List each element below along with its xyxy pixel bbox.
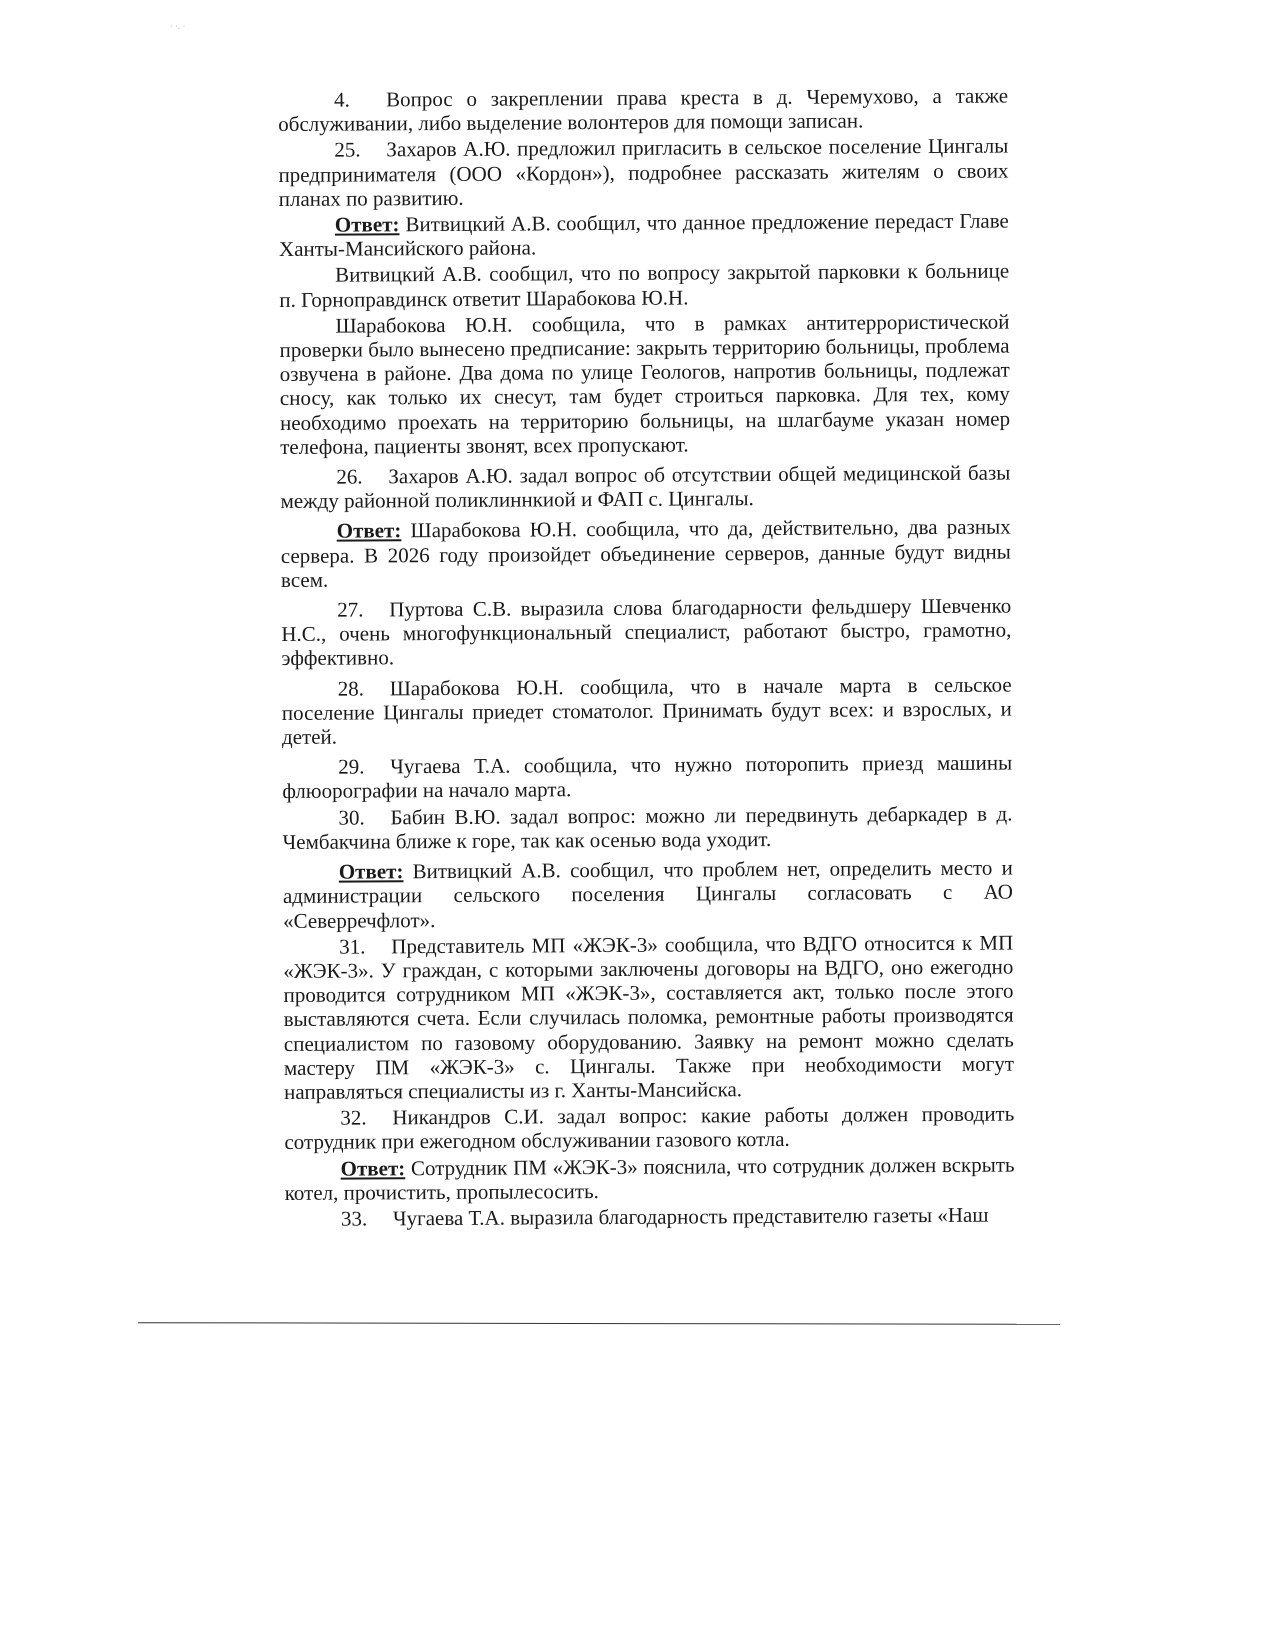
item-number: 26.	[336, 464, 363, 489]
paragraph-text: Шарабокова Ю.Н. сообщила, что в рамках антитеррористической проверки было вынесено предписание: закрыть территорию больницы, проблема озвучена в районе. Два дома по улице Геологов, напротив больницы, подлежат сносу, как только их снесут, там будет строиться парковка. Для тех, кому необходимо проехать на территорию больницы, на шлагбауме указан номер телефона, пациенты звонят, всех пропускают.	[279, 309, 1011, 459]
numbered-paragraph	[278, 134, 1008, 211]
paragraph-text: Шарабокова Ю.Н. сообщила, что да, действительно, два разных сервера. В 2026 году произойдет объединение серверов, данные будут видны всем.	[280, 514, 1011, 592]
numbered-paragraph	[278, 84, 1008, 137]
paragraph-text: Захаров А.Ю. задал вопрос об отсутствии общей медицинской базы между районной поликлиннкиой и ФАП с. Цингалы.	[280, 460, 1011, 514]
item-number: 31.	[339, 934, 366, 959]
paragraph-text: Вопрос о закреплении права креста в д. Черемухово, а также обслуживании, либо выделение волонтеров для помощи записан.	[278, 83, 1009, 137]
paragraph-text: Представитель МП «ЖЭК-3» сообщила, что ВДГО относится к МП «ЖЭК-3». У граждан, с которыми заключены договоры на ВДГО, оно ежегодно проводится сотрудником МП «ЖЭК-3», составляется акт, только после этого выставляются счета. Если случилась поломка, ремонтные работы производятся специалистом по газовому оборудованию. Заявку на ремонт можно сделать мастеру ПМ «ЖЭК-3» с. Цингалы. Также при необходимости могут направляться специалисты из г. Ханты-Мансийска.	[283, 930, 1015, 1104]
numbered-paragraph	[282, 751, 1012, 804]
page-bottom-rule	[138, 1322, 1060, 1325]
answer-paragraph	[285, 1152, 1015, 1205]
item-number: 30.	[338, 805, 365, 830]
answer-label: Ответ:	[340, 1155, 406, 1181]
paragraph-text: Шарабокова Ю.Н. сообщила, что в начале марта в сельское поселение Цингалы приедет стоматолог. Принимать будут всех: и взрослых, и детей.	[281, 672, 1012, 750]
paragraph-text: Чугаева Т.А. выразила благодарность представителю газеты «Наш	[392, 1202, 989, 1231]
paragraph-text: Захаров А.Ю. предложил пригласить в сельское поселение Цингалы предпринимателя (ООО «Кордон»), подробнее рассказать жителям о своих планах по развитию.	[278, 133, 1009, 211]
paragraph-text: Витвицкий А.В. сообщил, что проблем нет, определить место и администрации сельского поселения Цингалы согласовать с АО «Северречфлот».	[282, 855, 1013, 933]
paragraph	[279, 259, 1009, 312]
paragraph-text: Витвицкий А.В. сообщил, что по вопросу закрытой парковки к больнице п. Горноправдинск ответит Шарабокова Ю.Н.	[279, 258, 1010, 312]
item-number: 27.	[337, 597, 364, 622]
paragraph-text: Никандров С.И. задал вопрос: какие работы должен проводить сотрудник при ежегодном обслуживании газового котла.	[284, 1101, 1015, 1155]
numbered-paragraph	[281, 594, 1011, 671]
paragraph-text: Бабин В.Ю. задал вопрос: можно ли передвинуть дебаркадер в д. Чембакчина ближе к горе, так как осенью вода уходит.	[282, 801, 1013, 854]
numbered-paragraph	[282, 801, 1012, 854]
numbered-paragraph	[282, 672, 1012, 749]
answer-label: Ответ:	[338, 859, 404, 884]
item-number: 33.	[340, 1206, 368, 1231]
answer-label: Ответ:	[336, 518, 402, 544]
item-number: 29.	[338, 754, 365, 779]
paragraph-text: Чугаева Т.А. сообщила, что нужно поторопить приезд машины флюорографии на начало марта.	[282, 750, 1013, 804]
answer-paragraph	[281, 515, 1011, 592]
paragraph	[279, 309, 1010, 459]
paragraph-text: Витвицкий А.В. сообщил, что данное предложение передаст Главе Ханты-Мансийского района.	[278, 208, 1009, 262]
answer-paragraph	[283, 856, 1013, 933]
document-page	[278, 84, 1015, 1234]
scan-speck: · ·. ·	[170, 22, 186, 31]
answer-paragraph	[279, 209, 1009, 262]
numbered-paragraph	[283, 930, 1014, 1104]
paragraph-text: Пуртова С.В. выразила слова благодарности фельдшеру Шевченко Н.С., очень многофункциональный специалист, работают быстро, грамотно, эффективно.	[281, 593, 1012, 671]
item-number: 32.	[340, 1105, 367, 1130]
item-number: 4.	[333, 87, 350, 112]
answer-label: Ответ:	[334, 212, 400, 237]
item-number: 28.	[337, 676, 364, 701]
numbered-paragraph	[284, 1102, 1014, 1155]
numbered-paragraph	[280, 461, 1010, 514]
paragraph-text: Сотрудник ПМ «ЖЭК-3» пояснила, что сотрудник должен вскрыть котел, прочистить, пропылесосить.	[284, 1152, 1015, 1205]
item-number: 25.	[334, 137, 361, 163]
numbered-paragraph	[285, 1202, 1015, 1231]
